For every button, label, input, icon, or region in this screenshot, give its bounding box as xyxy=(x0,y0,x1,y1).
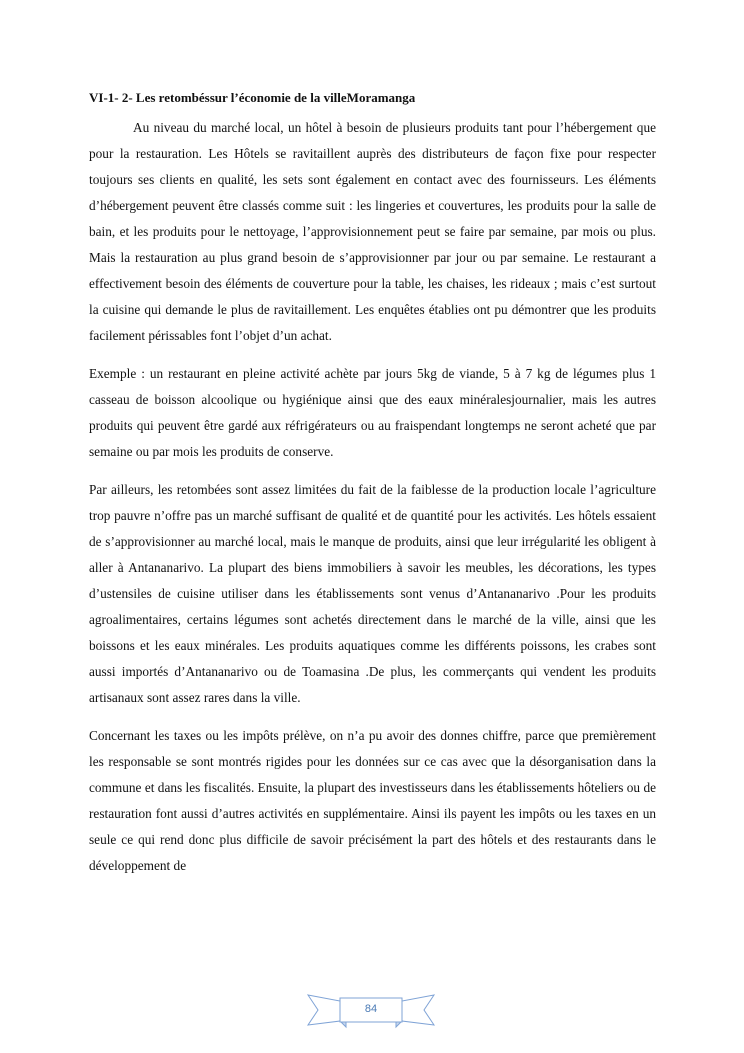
page-body xyxy=(89,88,656,891)
section-heading: VI-1- 2- Les retombéssur l’économie de la villeMoramanga xyxy=(89,90,416,105)
paragraph-par-ailleurs: Par ailleurs, les retombées sont assez limitées du fait de la faiblesse de la production locale l’agriculture trop pauvre n’offre pas un marché suffisant de qualité et de quantité pour les activités. Les hôtels essaient de s’approvisionner au marché local, mais le manque de produits, ainsi que leur irrégularité les obligent à aller à Antananarivo. La plupart des biens immobiliers à savoir les meubles, les décorations, les types d’ustensiles de cuisine utiliser dans les établissements sont venus d’Antananarivo .Pour les produits agroalimentaires, certains légumes sont achetés directement dans le marché de la ville, ainsi que les boissons et les eaux minérales. Les produits aquatiques comme les différents poissons, les crabes sont aussi importés d’Antananarivo ou de Toamasina .De plus, les commerçants qui vendent les produits artisanaux sont assez rares dans la ville. xyxy=(89,482,656,705)
page-footer xyxy=(306,991,436,1029)
page-number: 84 xyxy=(364,1003,378,1015)
paragraph-exemple: Exemple : un restaurant en pleine activité achète par jours 5kg de viande, 5 à 7 kg de légumes plus 1 casseau de boisson alcoolique ou hygiénique ainsi que des eaux minéralesjournalier, mais les autres produits qui peuvent être gardé aux réfrigérateurs ou au fraispendant longtemps ne seront acheté que par semaine ou par mois les produits de conserve. xyxy=(89,366,656,459)
paragraph-marche-local: Au niveau du marché local, un hôtel à besoin de plusieurs produits tant pour l’hébergement que pour la restauration. Les Hôtels se ravitaillent auprès des distributeurs de façon fixe pour respecter toujours ses clients en qualité, les sets sont également en contact avec des fournisseurs. Les éléments d’hébergement peuvent être classés comme suit : les lingeries et couvertures, les produits pour la salle de bain, et les produits pour le nettoyage, l’approvisionnement peut se faire par semaine, par mois ou plus. Mais la restauration au plus grand besoin de s’approvisionner par jour ou par semaine. Le restaurant a effectivement besoin des éléments de couverture pour la table, les chaises, les rideaux ; mais c’est surtout la cuisine qui demande le plus de ravitaillement. Les enquêtes établies ont pu démontrer que les produits facilement périssables font l’objet d’un achat. xyxy=(89,120,656,343)
paragraph-taxes: Concernant les taxes ou les impôts prélève, on n’a pu avoir des donnes chiffre, parce que premièrement les responsable se sont montrés rigides pour les données sur ce cas avec que la désorganisation dans la commune et dans les fiscalités. Ensuite, la plupart des investisseurs dans les établissements hôteliers ou de restauration font aussi d’autres activités en supplémentaire. Ainsi ils payent les impôts ou les taxes en un seule ce qui rend donc plus difficile de savoir précisément la part des hôtels et des restaurants dans le développement de xyxy=(89,728,656,873)
